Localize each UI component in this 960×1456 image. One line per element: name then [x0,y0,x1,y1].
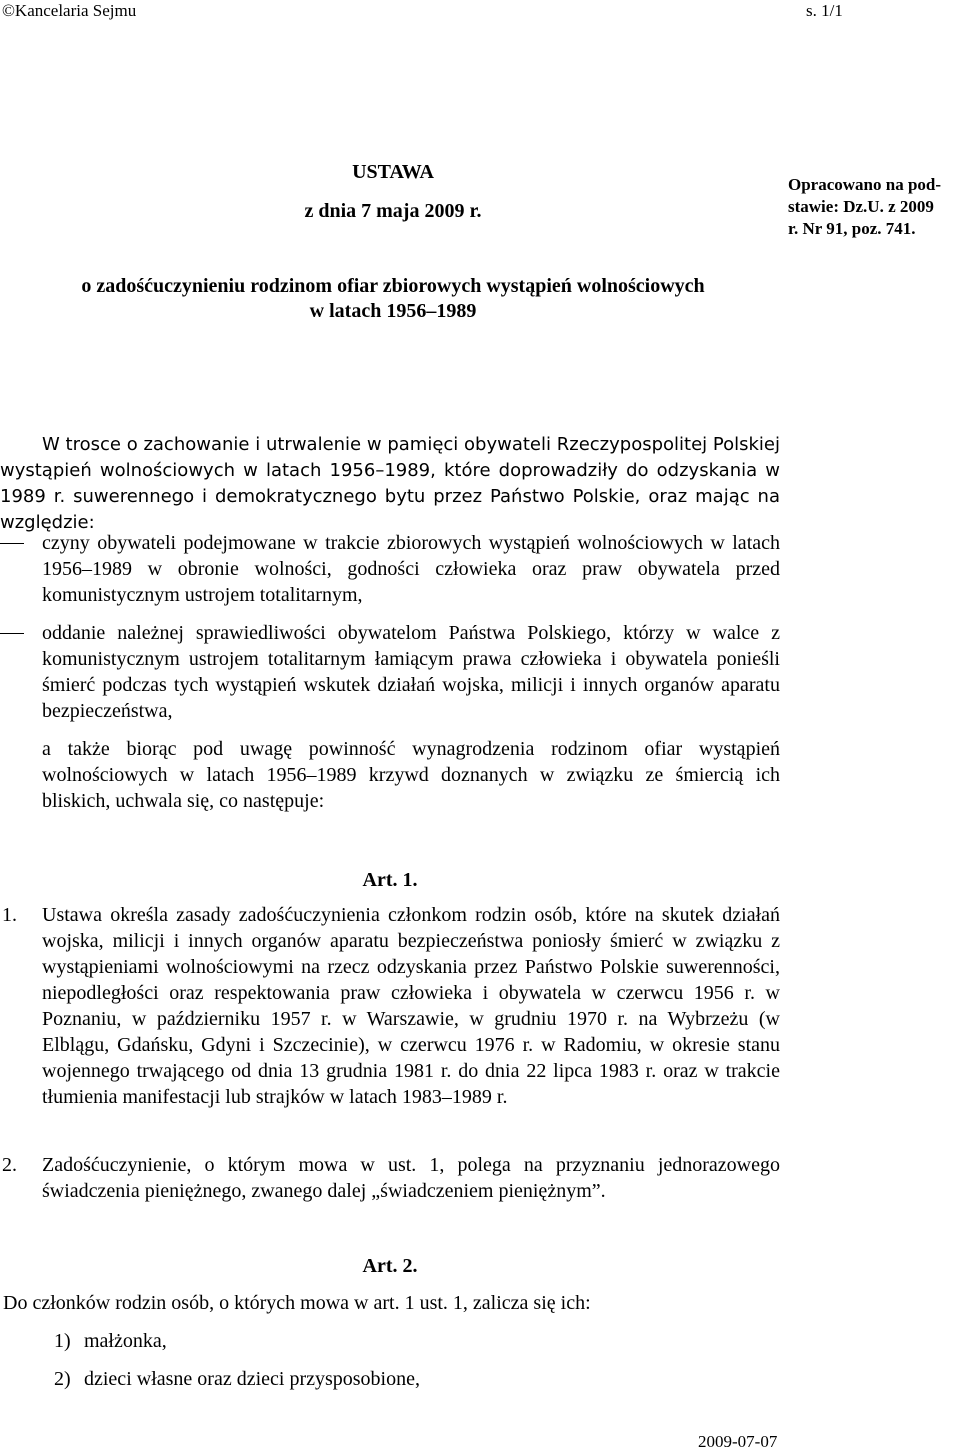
article-1-paragraph-2 [2,1152,780,1204]
paragraph-number: 1. [2,904,17,926]
article-2-intro: Do członków rodzin osób, o których mowa w art. 1 ust. 1, zalicza się ich: [3,1292,591,1314]
preamble-intro: W trosce o zachowanie i utrwalenie w pamięci obywateli Rzeczypospolitej Polskiej wystąpień wolnościowych w latach 1956–1989, które doprowadziły do odzyskania w 1989 r. suwerennego i demokratycznego bytu przez Państwo Polskie, oraz mając na względzie: [0,434,780,533]
article-2-heading: Art. 2. [362,1255,418,1277]
item-number: 2) [54,1368,71,1390]
footer-date: 2009-07-07 [698,1432,778,1451]
act-title: USTAWA [352,161,434,183]
item-number: 1) [54,1330,71,1352]
preamble-item-text: oddanie należnej sprawiedliwości obywatelom Państwa Polskiego, którzy w walce z komunistycznym ustrojem totalitarnym łamiącym prawa człowieka i obywatela ponieśli śmierć podczas tych wystąpień wskutek działań wojska, milicji i innych organów aparatu bezpieczeństwa, [42,622,780,722]
paragraph-number: 2. [2,1154,17,1176]
source-note-line: stawie: Dz.U. z 2009 [788,197,934,216]
dash-bullet [0,633,24,634]
act-subject-line2: w latach 1956–1989 [309,300,477,322]
act-subject-line1: o zadośćuczynieniu rodzinom ofiar zbiorowych wystąpień wolnościowych [81,275,705,297]
article-2-item-2 [54,1366,780,1392]
article-2-item-1 [54,1328,780,1354]
preamble-item [42,530,780,608]
preamble-closing: a także biorąc pod uwagę powinność wynagrodzenia rodzinom ofiar wystąpień wolnościowych w latach 1956–1989 krzywd doznanych w związku ze śmiercią ich bliskich, uchwala się, co następuje: [42,738,780,812]
paragraph-text: Zadośćuczynienie, o którym mowa w ust. 1, polega na przyznaniu jednorazowego świadczenia pieniężnego, zwanego dalej „świadczeniem pieniężnym”. [42,1154,780,1202]
dash-bullet [0,543,24,544]
act-date: z dnia 7 maja 2009 r. [304,200,482,222]
header-page-number: s. 1/1 [806,1,843,20]
item-text: małżonka, [84,1330,167,1352]
source-note-line: r. Nr 91, poz. 741. [788,219,916,238]
item-text: dzieci własne oraz dzieci przysposobione, [84,1368,420,1390]
source-note-line: Opracowano na pod- [788,175,942,194]
header-source: ©Kancelaria Sejmu [2,1,137,20]
paragraph-text: Ustawa określa zasady zadośćuczynienia członkom rodzin osób, które na skutek działań wojska, milicji i innych organów aparatu bezpieczeństwa poniosły śmierć w związku z wystąpieniami wolnościowymi na rzecz odzyskania przez Państwo Polskie suwerenności, niepodległości oraz respektowania praw człowieka i obywatela w czerwcu 1956 r. w Poznaniu, w październiku 1957 r. w Warszawie, w grudniu 1970 r. na Wybrzeżu (w Elblągu, Gdańsku, Gdyni i Szczecinie), w czerwcu 1976 r. w Radomiu, w okresie stanu wojennego trwającego od dnia 13 grudnia 1981 r. do dnia 22 lipca 1983 r. oraz w trakcie tłumienia manifestacji lub strajków w latach 1983–1989 r. [42,904,780,1108]
preamble-item [42,620,780,724]
article-1-paragraph-1 [2,902,780,1110]
preamble-item-text: czyny obywateli podejmowane w trakcie zbiorowych wystąpień wolnościowych w latach 1956–1989 w obronie wolności, godności człowieka oraz praw obywatela przed komunistycznym ustrojem totalitarnym, [42,532,780,606]
article-1-heading: Art. 1. [362,869,418,891]
source-note [788,174,958,240]
